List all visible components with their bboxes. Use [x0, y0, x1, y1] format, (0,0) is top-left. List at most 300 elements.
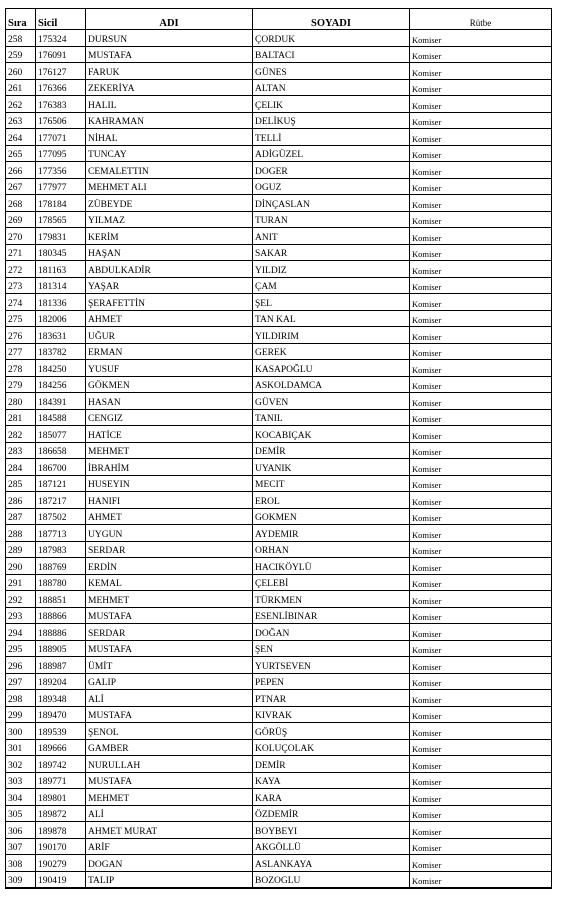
cell-rutbe: Komiser [410, 145, 552, 162]
cell-adi: FARUK [86, 63, 253, 80]
table-row [6, 294, 552, 311]
cell-sicil: 186700 [36, 459, 86, 476]
table-row [6, 756, 552, 773]
cell-adi: TALIP [86, 871, 253, 888]
cell-rutbe: Komiser [410, 640, 552, 657]
cell-sira: 280 [6, 393, 36, 410]
cell-rutbe: Komiser [410, 723, 552, 740]
table-row [6, 409, 552, 426]
cell-adi: ALİ [86, 805, 253, 822]
cell-sira: 271 [6, 244, 36, 261]
cell-soyadi: ADİGÜZEL [253, 145, 410, 162]
cell-sicil: 190170 [36, 838, 86, 855]
table-row [6, 79, 552, 96]
cell-sicil: 184256 [36, 376, 86, 393]
table-row [6, 855, 552, 872]
cell-sira: 268 [6, 195, 36, 212]
cell-sira: 287 [6, 508, 36, 525]
cell-sicil: 177977 [36, 178, 86, 195]
table-row [6, 228, 552, 245]
cell-rutbe: Komiser [410, 426, 552, 443]
cell-soyadi: EROL [253, 492, 410, 509]
cell-soyadi: BALTACI [253, 46, 410, 63]
cell-rutbe: Komiser [410, 195, 552, 212]
cell-sira: 288 [6, 525, 36, 542]
table-row [6, 30, 552, 47]
cell-sicil: 178565 [36, 211, 86, 228]
cell-soyadi: ŞEN [253, 640, 410, 657]
cell-adi: KEMAL [86, 574, 253, 591]
table-row [6, 327, 552, 344]
cell-rutbe: Komiser [410, 541, 552, 558]
cell-soyadi: GÜVEN [253, 393, 410, 410]
cell-soyadi: BOYBEYI [253, 822, 410, 839]
cell-adi: SERDAR [86, 624, 253, 641]
cell-sicil: 176091 [36, 46, 86, 63]
cell-sira: 274 [6, 294, 36, 311]
cell-sira: 305 [6, 805, 36, 822]
cell-adi: MEHMET ALI [86, 178, 253, 195]
cell-rutbe: Komiser [410, 475, 552, 492]
table-row [6, 574, 552, 591]
cell-soyadi: PEPEN [253, 673, 410, 690]
cell-adi: İBRAHİM [86, 459, 253, 476]
table-row [6, 442, 552, 459]
cell-soyadi: GÖRÜŞ [253, 723, 410, 740]
cell-rutbe: Komiser [410, 261, 552, 278]
cell-adi: ALİ [86, 690, 253, 707]
cell-rutbe: Komiser [410, 79, 552, 96]
table-row [6, 178, 552, 195]
cell-rutbe: Komiser [410, 96, 552, 113]
cell-soyadi: SAKAR [253, 244, 410, 261]
cell-rutbe: Komiser [410, 327, 552, 344]
cell-soyadi: GÜNES [253, 63, 410, 80]
cell-sicil: 176506 [36, 112, 86, 129]
cell-adi: NİHAL [86, 129, 253, 146]
cell-soyadi: DİNÇASLAN [253, 195, 410, 212]
column-header-sicil: Sicil [36, 9, 86, 30]
table-row [6, 805, 552, 822]
cell-rutbe: Komiser [410, 492, 552, 509]
cell-soyadi: KOCABIÇAK [253, 426, 410, 443]
cell-sira: 263 [6, 112, 36, 129]
cell-rutbe: Komiser [410, 706, 552, 723]
cell-rutbe: Komiser [410, 63, 552, 80]
cell-rutbe: Komiser [410, 855, 552, 872]
cell-soyadi: ORHAN [253, 541, 410, 558]
cell-sira: 270 [6, 228, 36, 245]
cell-soyadi: AKGÖLLÜ [253, 838, 410, 855]
cell-rutbe: Komiser [410, 591, 552, 608]
cell-adi: KERİM [86, 228, 253, 245]
cell-adi: MEHMET [86, 591, 253, 608]
cell-sicil: 177071 [36, 129, 86, 146]
table-row [6, 789, 552, 806]
cell-sira: 284 [6, 459, 36, 476]
cell-soyadi: KARA [253, 789, 410, 806]
cell-sira: 282 [6, 426, 36, 443]
cell-sira: 290 [6, 558, 36, 575]
cell-sicil: 190279 [36, 855, 86, 872]
cell-sira: 266 [6, 162, 36, 179]
cell-adi: MEHMET [86, 442, 253, 459]
cell-adi: NURULLAH [86, 756, 253, 773]
cell-rutbe: Komiser [410, 393, 552, 410]
cell-soyadi: BOZOGLU [253, 871, 410, 888]
cell-sira: 264 [6, 129, 36, 146]
cell-soyadi: ÇORDUK [253, 30, 410, 47]
column-header-adi: ADI [86, 9, 253, 30]
table-row [6, 706, 552, 723]
cell-sicil: 183631 [36, 327, 86, 344]
cell-sira: 283 [6, 442, 36, 459]
cell-soyadi: DEMİR [253, 442, 410, 459]
table-row [6, 426, 552, 443]
cell-sicil: 185077 [36, 426, 86, 443]
cell-rutbe: Komiser [410, 30, 552, 47]
table-row [6, 46, 552, 63]
cell-rutbe: Komiser [410, 46, 552, 63]
cell-sicil: 180345 [36, 244, 86, 261]
cell-soyadi: KAYA [253, 772, 410, 789]
cell-rutbe: Komiser [410, 607, 552, 624]
cell-soyadi: GEREK [253, 343, 410, 360]
cell-adi: ZÜBEYDE [86, 195, 253, 212]
cell-adi: ŞENOL [86, 723, 253, 740]
cell-sicil: 183782 [36, 343, 86, 360]
cell-soyadi: ÇAM [253, 277, 410, 294]
cell-sicil: 182006 [36, 310, 86, 327]
cell-soyadi: OGUZ [253, 178, 410, 195]
cell-sira: 281 [6, 409, 36, 426]
cell-soyadi: KASAPOĞLU [253, 360, 410, 377]
cell-sicil: 176383 [36, 96, 86, 113]
cell-soyadi: PTNAR [253, 690, 410, 707]
cell-rutbe: Komiser [410, 244, 552, 261]
cell-adi: CEMALETTIN [86, 162, 253, 179]
cell-sira: 285 [6, 475, 36, 492]
table-row [6, 162, 552, 179]
table-row [6, 112, 552, 129]
cell-sira: 291 [6, 574, 36, 591]
cell-adi: MUSTAFA [86, 607, 253, 624]
table-row [6, 541, 552, 558]
cell-sicil: 189771 [36, 772, 86, 789]
cell-sira: 302 [6, 756, 36, 773]
cell-sira: 275 [6, 310, 36, 327]
cell-sira: 295 [6, 640, 36, 657]
cell-soyadi: TURAN [253, 211, 410, 228]
cell-adi: MUSTAFA [86, 772, 253, 789]
cell-sicil: 189348 [36, 690, 86, 707]
cell-sira: 261 [6, 79, 36, 96]
cell-sicil: 175324 [36, 30, 86, 47]
cell-sira: 304 [6, 789, 36, 806]
cell-sira: 276 [6, 327, 36, 344]
cell-adi: ABDULKADİR [86, 261, 253, 278]
cell-adi: YILMAZ [86, 211, 253, 228]
cell-rutbe: Komiser [410, 805, 552, 822]
cell-adi: KAHRAMAN [86, 112, 253, 129]
cell-adi: CENGIZ [86, 409, 253, 426]
table-row [6, 393, 552, 410]
cell-sicil: 188769 [36, 558, 86, 575]
table-row [6, 211, 552, 228]
cell-soyadi: ÇELIK [253, 96, 410, 113]
cell-adi: UYGUN [86, 525, 253, 542]
cell-sira: 258 [6, 30, 36, 47]
cell-soyadi: ÖZDEMİR [253, 805, 410, 822]
cell-rutbe: Komiser [410, 162, 552, 179]
cell-rutbe: Komiser [410, 690, 552, 707]
cell-rutbe: Komiser [410, 310, 552, 327]
cell-adi: ARİF [86, 838, 253, 855]
cell-sicil: 181163 [36, 261, 86, 278]
cell-soyadi: TAN KAL [253, 310, 410, 327]
cell-sira: 267 [6, 178, 36, 195]
cell-sira: 273 [6, 277, 36, 294]
cell-sira: 300 [6, 723, 36, 740]
cell-sicil: 187502 [36, 508, 86, 525]
table-row [6, 657, 552, 674]
cell-rutbe: Komiser [410, 508, 552, 525]
table-row [6, 640, 552, 657]
cell-sicil: 181314 [36, 277, 86, 294]
cell-soyadi: DELİKUŞ [253, 112, 410, 129]
cell-rutbe: Komiser [410, 789, 552, 806]
cell-adi: HASAN [86, 393, 253, 410]
table-row [6, 508, 552, 525]
cell-adi: DURSUN [86, 30, 253, 47]
cell-sira: 289 [6, 541, 36, 558]
cell-adi: HANIFI [86, 492, 253, 509]
cell-sira: 292 [6, 591, 36, 608]
cell-soyadi: DOĞAN [253, 624, 410, 641]
cell-soyadi: UYANIK [253, 459, 410, 476]
cell-sira: 307 [6, 838, 36, 855]
table-body [6, 30, 552, 888]
cell-sira: 278 [6, 360, 36, 377]
cell-soyadi: ŞEL [253, 294, 410, 311]
cell-sicil: 188780 [36, 574, 86, 591]
cell-rutbe: Komiser [410, 211, 552, 228]
cell-sira: 272 [6, 261, 36, 278]
cell-sira: 279 [6, 376, 36, 393]
cell-sicil: 177095 [36, 145, 86, 162]
cell-adi: HATİCE [86, 426, 253, 443]
cell-soyadi: ÇELEBİ [253, 574, 410, 591]
cell-adi: AHMET [86, 508, 253, 525]
personnel-table [5, 8, 552, 889]
cell-soyadi: DEMİR [253, 756, 410, 773]
cell-sira: 262 [6, 96, 36, 113]
cell-rutbe: Komiser [410, 756, 552, 773]
cell-soyadi: GOKMEN [253, 508, 410, 525]
cell-rutbe: Komiser [410, 838, 552, 855]
cell-rutbe: Komiser [410, 277, 552, 294]
table-row [6, 96, 552, 113]
table-row [6, 343, 552, 360]
cell-rutbe: Komiser [410, 228, 552, 245]
cell-sira: 303 [6, 772, 36, 789]
table-row [6, 129, 552, 146]
cell-soyadi: TELLİ [253, 129, 410, 146]
table-row [6, 723, 552, 740]
cell-rutbe: Komiser [410, 871, 552, 888]
table-row [6, 63, 552, 80]
table-row [6, 690, 552, 707]
cell-adi: GÖKMEN [86, 376, 253, 393]
cell-rutbe: Komiser [410, 112, 552, 129]
cell-sicil: 189539 [36, 723, 86, 740]
table-row [6, 558, 552, 575]
cell-sicil: 187983 [36, 541, 86, 558]
cell-soyadi: YILDIRIM [253, 327, 410, 344]
cell-soyadi: HACIKÖYLÜ [253, 558, 410, 575]
cell-sicil: 188987 [36, 657, 86, 674]
cell-rutbe: Komiser [410, 624, 552, 641]
cell-soyadi: YILDIZ [253, 261, 410, 278]
cell-rutbe: Komiser [410, 673, 552, 690]
cell-sira: 259 [6, 46, 36, 63]
table-row [6, 244, 552, 261]
cell-sicil: 187121 [36, 475, 86, 492]
cell-adi: YAŞAR [86, 277, 253, 294]
cell-sira: 296 [6, 657, 36, 674]
cell-adi: UĞUR [86, 327, 253, 344]
cell-soyadi: TANIL [253, 409, 410, 426]
table-row [6, 673, 552, 690]
cell-rutbe: Komiser [410, 442, 552, 459]
cell-soyadi: ALTAN [253, 79, 410, 96]
table-row [6, 772, 552, 789]
cell-sira: 265 [6, 145, 36, 162]
table-row [6, 145, 552, 162]
cell-adi: MEHMET [86, 789, 253, 806]
cell-sira: 309 [6, 871, 36, 888]
cell-soyadi: AYDEMIR [253, 525, 410, 542]
table-row [6, 459, 552, 476]
cell-sira: 301 [6, 739, 36, 756]
cell-adi: AHMET MURAT [86, 822, 253, 839]
cell-rutbe: Komiser [410, 343, 552, 360]
cell-sira: 294 [6, 624, 36, 641]
cell-sicil: 189801 [36, 789, 86, 806]
cell-soyadi: ASKOLDAMCA [253, 376, 410, 393]
table-row [6, 838, 552, 855]
cell-sira: 298 [6, 690, 36, 707]
cell-rutbe: Komiser [410, 558, 552, 575]
cell-sicil: 189666 [36, 739, 86, 756]
column-header-soyadi: SOYADI [253, 9, 410, 30]
cell-soyadi: DOGER [253, 162, 410, 179]
cell-adi: AHMET [86, 310, 253, 327]
cell-sicil: 189878 [36, 822, 86, 839]
cell-sicil: 179831 [36, 228, 86, 245]
cell-sicil: 176366 [36, 79, 86, 96]
cell-adi: ÜMİT [86, 657, 253, 674]
cell-soyadi: ANIT [253, 228, 410, 245]
cell-adi: HAŞAN [86, 244, 253, 261]
cell-adi: MUSTAFA [86, 46, 253, 63]
cell-sicil: 187713 [36, 525, 86, 542]
cell-sicil: 176127 [36, 63, 86, 80]
cell-sicil: 188851 [36, 591, 86, 608]
cell-soyadi: KIVRAK [253, 706, 410, 723]
table-row [6, 261, 552, 278]
cell-rutbe: Komiser [410, 525, 552, 542]
cell-sicil: 189470 [36, 706, 86, 723]
cell-soyadi: MECIT [253, 475, 410, 492]
cell-sicil: 178184 [36, 195, 86, 212]
cell-rutbe: Komiser [410, 459, 552, 476]
cell-adi: ERDİN [86, 558, 253, 575]
cell-sicil: 184588 [36, 409, 86, 426]
cell-rutbe: Komiser [410, 129, 552, 146]
cell-sira: 308 [6, 855, 36, 872]
cell-rutbe: Komiser [410, 574, 552, 591]
table-row [6, 195, 552, 212]
cell-sicil: 190419 [36, 871, 86, 888]
cell-sira: 269 [6, 211, 36, 228]
table-row [6, 492, 552, 509]
table-row [6, 310, 552, 327]
cell-adi: ŞERAFETTİN [86, 294, 253, 311]
table-row [6, 607, 552, 624]
cell-sira: 286 [6, 492, 36, 509]
cell-rutbe: Komiser [410, 739, 552, 756]
cell-sicil: 184391 [36, 393, 86, 410]
table-row [6, 624, 552, 641]
cell-adi: YUSUF [86, 360, 253, 377]
cell-sicil: 188886 [36, 624, 86, 641]
cell-soyadi: ESENLİBINAR [253, 607, 410, 624]
cell-rutbe: Komiser [410, 409, 552, 426]
table-row [6, 475, 552, 492]
cell-rutbe: Komiser [410, 772, 552, 789]
cell-sicil: 184250 [36, 360, 86, 377]
cell-rutbe: Komiser [410, 360, 552, 377]
column-header-rutbe: Rütbe [410, 9, 552, 30]
cell-rutbe: Komiser [410, 178, 552, 195]
cell-sicil: 187217 [36, 492, 86, 509]
cell-sicil: 186658 [36, 442, 86, 459]
table-row [6, 591, 552, 608]
cell-rutbe: Komiser [410, 822, 552, 839]
cell-soyadi: YURTSEVEN [253, 657, 410, 674]
cell-sicil: 189742 [36, 756, 86, 773]
cell-sira: 299 [6, 706, 36, 723]
cell-soyadi: KOLUÇOLAK [253, 739, 410, 756]
cell-sicil: 177356 [36, 162, 86, 179]
table-row [6, 277, 552, 294]
cell-sira: 306 [6, 822, 36, 839]
table-row [6, 360, 552, 377]
cell-adi: GALIP [86, 673, 253, 690]
cell-adi: MUSTAFA [86, 706, 253, 723]
table-header-row [6, 9, 552, 30]
cell-adi: MUSTAFA [86, 640, 253, 657]
cell-sira: 297 [6, 673, 36, 690]
table-row [6, 376, 552, 393]
cell-sicil: 188905 [36, 640, 86, 657]
cell-soyadi: ASLANKAYA [253, 855, 410, 872]
cell-adi: DOGAN [86, 855, 253, 872]
cell-adi: ZEKERİYA [86, 79, 253, 96]
table-row [6, 871, 552, 888]
cell-sira: 277 [6, 343, 36, 360]
